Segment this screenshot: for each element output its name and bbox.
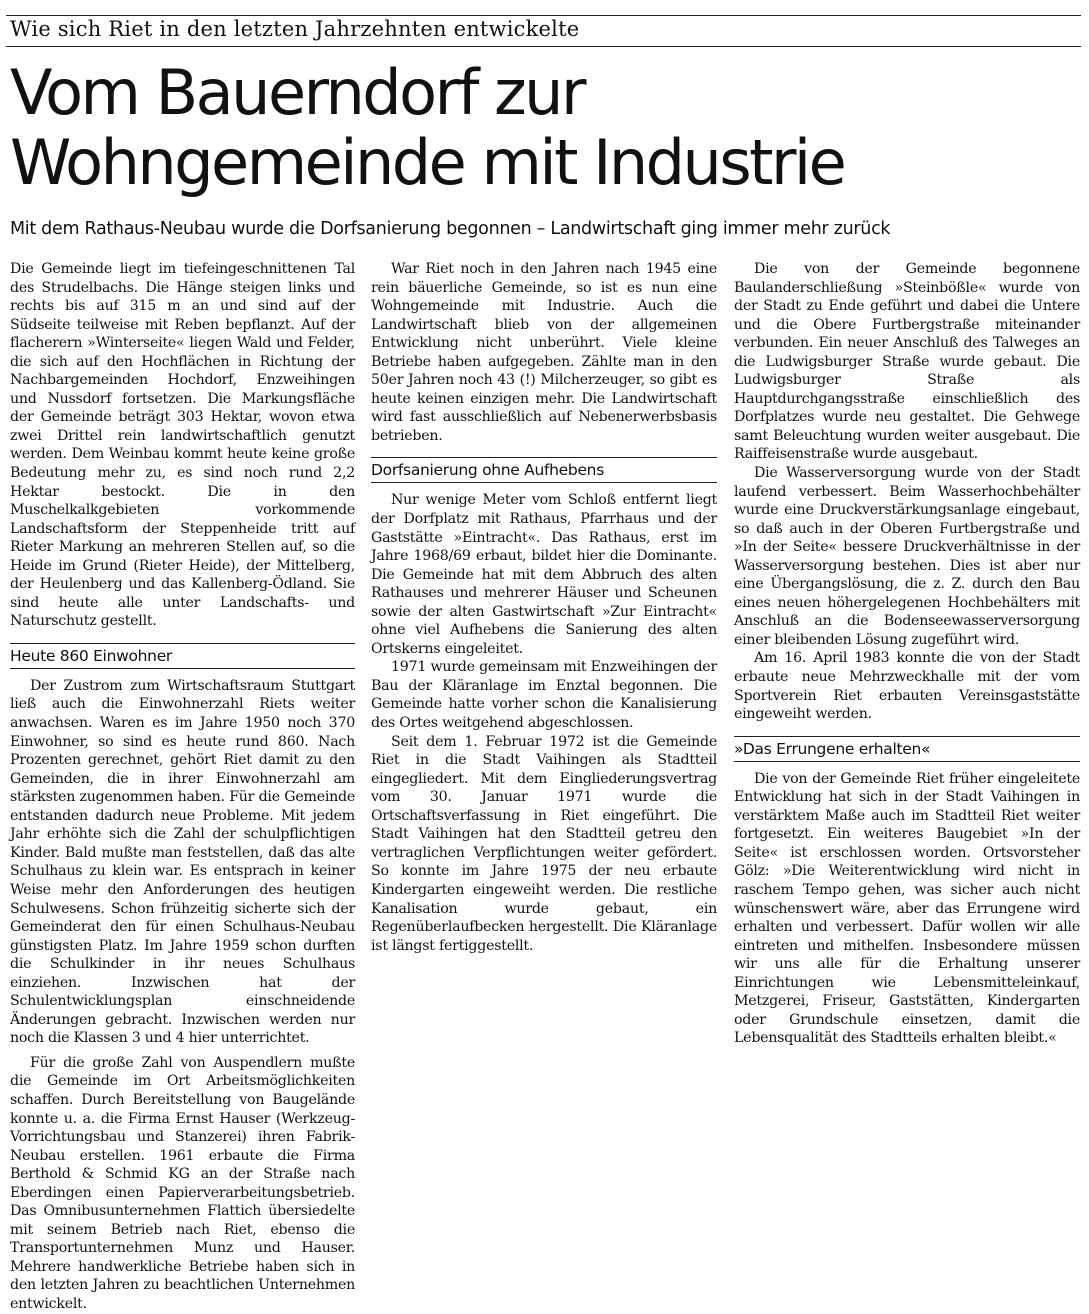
section-heading-das-errungene-erhalten: »Das Errungene erhalten« (734, 736, 1080, 762)
body-paragraph: War Riet noch in den Jahren nach 1945 eine rein bäuerliche Gemeinde, so ist es nun eine Wohngemeinde mit Industrie. Auch die Landwirtschaft blieb von der allgemeinen Entwicklung nicht unberührt. Viele kleine Betriebe haben aufgegeben. Zählte man in den 50er Jahren noch 43 (!) Milcherzeuger, so gibt es heute keinen einzigen mehr. Die Landwirtschaft wird fast ausschließlich auf Nebenerwerbsbasis betrieben. (371, 261, 717, 444)
article-column-3 (734, 260, 1080, 1048)
headline-line-1: Vom Bauerndorf zur (10, 56, 584, 129)
body-paragraph: Nur wenige Meter vom Schloß entfernt liegt der Dorfplatz mit Rathaus, Pfarrhaus und der Gaststätte »Eintracht«. Das Rathaus, erst im Jahre 1968/69 erbaut, bildet hier die Dominante. Die Gemeinde hat mit dem Abbruch des alten Rathauses und mehrerer Häuser und Scheunen sowie der alten Gastwirtschaft »Zur Eintracht« ohne viel Aufhebens die Sanierung des alten Ortskerns eingeleitet. (371, 492, 717, 657)
body-paragraph: Die von der Gemeinde begonnene Baulanderschließung »Steinbößle« wurde von der Stadt zu Ende geführt und dabei die Untere und die Obere Furtbergstraße miteinander verbunden. Ein neuer Anschluß des Talweges an die Ludwigsburger Straße wurde gebaut. Die Ludwigsburger Straße als Hauptdurchgangsstraße einschließlich des Dorfplatzes wurde neu gestaltet. Die Gehwege samt Beleuchtung wurden weiter ausgebaut. Die Raiffeisenstraße wurde ausgebaut. (734, 261, 1080, 463)
article-column-1 (10, 260, 355, 1314)
kicker-top-rule (6, 15, 1081, 16)
body-paragraph: Der Zustrom zum Wirtschaftsraum Stuttgart ließ auch die Einwohnerzahl Riets weiter anwachsen. Waren es im Jahre 1950 noch 370 Einwohner, so sind es heute rund 860. Nach Prozenten gerechnet, gehört Riet damit zu den Gemeinden, die in ihrer Einwohnerzahl am stärksten zugenommen haben. Für die Gemeinde entstanden dadurch neue Probleme. Mit jedem Jahr erhöhte sich die Zahl der schulpflichtigen Kinder. Bald mußte man feststellen, daß das alte Schulhaus zu klein war. Es entsprach in keiner Weise mehr den Anforderungen des heutigen Schulwesens. Schon frühzeitig sicherte sich der Gemeinderat den für einen Schulhaus-Neubau günstigsten Platz. Im Jahre 1959 schon durften die Schulkinder in ihr neues Schulhaus einziehen. Inzwischen hat der Schulentwicklungsplan einschneidende Änderungen gebracht. Inzwischen werden nur noch die Klassen 3 und 4 hier unterrichtet. (10, 677, 355, 1047)
body-paragraph: Die Wasserversorgung wurde von der Stadt laufend verbessert. Beim Wasserhochbehälter wurde eine Druckverstärkungsanlage eingebaut, so daß auch in der Oberen Furtbergstraße und »In der Seite« bessere Druckverhältnisse in der Wasserversorgung bestehen. Dies ist aber nur eine Übergangslösung, die z. Z. durch den Bau eines neuen höhergelegenen Hochbehälters mit Anschluß an die Bodenseewasserversorgung einer bleibenden Lösung zugeführt wird. (734, 465, 1080, 648)
intro-paragraph: Die Gemeinde liegt im tiefeingeschnittenen Tal des Strudelbachs. Die Hänge steigen links und rechts bis auf 315 m an und sind auf der Südseite teilweise mit Reben bepflanzt. Auf der flacherern »Winterseite« liegen Wald und Felder, die sich auf den Hochflächen in Richtung der Nachbargemeinden Hochdorf, Enzweihingen und Nussdorf fortsetzen. Die Markungsfläche der Gemeinde beträgt 303 Hektar, wovon etwa zwei Drittel rein landwirtschaftlich genutzt werden. Dem Weinbau kommt heute keine große Bedeutung mehr zu, es sind noch rund 2,2 Hektar bestockt. Die in den Muschelkalkgebieten vorkommende Landschaftsform der Steppenheide tritt auf Rieter Markung an mehreren Stellen auf, so die Heide im Grund (Rieter Heide), der Mittelberg, der Heulenberg und das Kallenberg-Ödland. Sie sind heute alle unter Landschafts- und Naturschutz gestellt. (10, 261, 355, 630)
kicker-bottom-rule (6, 46, 1081, 47)
body-paragraph: 1971 wurde gemeinsam mit Enzweihingen der Bau der Kläranlage im Enztal begonnen. Die Gemeinde hatte vorher schon die Kanalisierung des Ortes weitgehend abgeschlossen. (371, 659, 717, 732)
body-paragraph: Seit dem 1. Februar 1972 ist die Gemeinde Riet in die Stadt Vaihingen als Stadtteil eingegliedert. Mit dem Eingliederungsvertrag vom 30. Januar 1971 wurde die Ortschaftsverfassung in Riet eingeführt. Die Stadt Vaihingen hat den Stadtteil getreu den vertraglichen Verpflichtungen weiter gefördert. So konnte im Jahre 1975 der neu erbaute Kindergarten eingeweiht werden. Die restliche Kanalisation wurde gebaut, ein Regenüberlaufbecken hergestellt. Die Kläranlage ist längst fertiggestellt. (371, 733, 717, 954)
headline-line-2: Wohngemeinde mit Industrie (10, 126, 845, 199)
body-paragraph: Für die große Zahl von Auspendlern mußte die Gemeinde im Ort Arbeitsmöglichkeiten schaffen. Durch Bereitstellung von Baugelände konnte u. a. die Firma Ernst Hauser (Werkzeug-Vorrichtungsbau und Stanzerei) ihren Fabrik-Neubau erstellen. 1961 erbaute die Firma Berthold & Schmid KG an der Straße nach Eberdingen einen Papierverarbeitungsbetrieb. Das Omnibusunternehmen Flattich übersiedelte mit seinem Betrieb nach Riet, ebenso die Transportunternehmen Munz und Hauser. Mehrere handwerkliche Betriebe haben sich in den letzten Jahren zu beachtlichen Unternehmen entwickelt. (10, 1054, 355, 1312)
kicker: Wie sich Riet in den letzten Jahrzehnten entwickelte (10, 17, 580, 41)
subheadline: Mit dem Rathaus-Neubau wurde die Dorfsanierung begonnen – Landwirtschaft ging immer mehr zurück (10, 219, 891, 239)
article-column-2 (371, 260, 717, 955)
body-paragraph: Am 16. April 1983 konnte die von der Stadt erbaute neue Mehrzweckhalle mit der vom Sportverein Riet erbauten Vereinsgaststätte eingeweiht werden. (734, 650, 1080, 723)
headline (10, 58, 1080, 198)
section-heading-dorfsanierung: Dorfsanierung ohne Aufhebens (371, 457, 717, 483)
body-paragraph: Die von der Gemeinde Riet früher eingeleitete Entwicklung hat sich in der Stadt Vaihingen in verstärktem Maße auch im Stadtteil Riet weiter fortgesetzt. Ein weiteres Baugebiet »In der Seite« ist erschlossen worden. Ortsvorsteher Gölz: »Die Weiterentwicklung wird nicht in raschem Tempo gehen, was sicher auch nicht wünschenswert wäre, aber das Errungene wird erhalten und verbessert. Dafür wollen wir alle eintreten und mithelfen. Insbesondere müssen wir uns alle für die Erhaltung unserer Einrichtungen wie Lebensmitteleinkauf, Metzgerei, Friseur, Gaststätten, Kindergarten oder Grundschule einsetzen, damit die Lebensqualität des Stadtteils erhalten bleibt.« (734, 770, 1080, 1047)
section-heading-heute-860-einwohner: Heute 860 Einwohner (10, 643, 355, 669)
